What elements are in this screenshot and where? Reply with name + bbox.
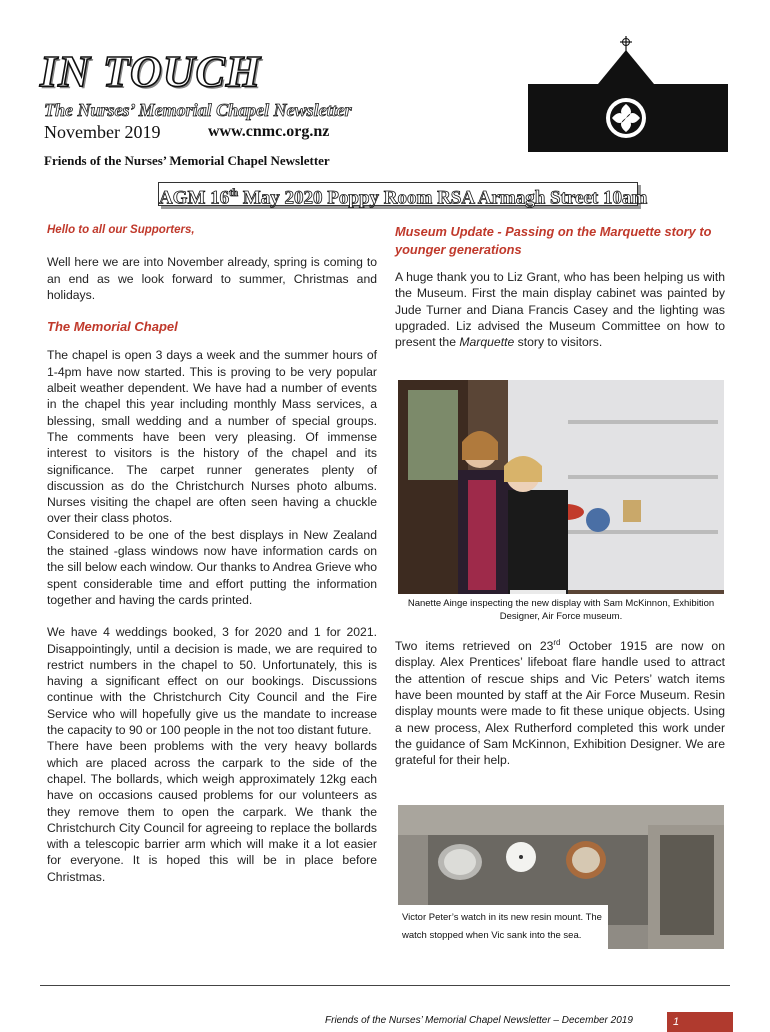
footer-divider bbox=[40, 985, 730, 986]
left-column bbox=[47, 222, 377, 885]
chapel-paragraph-1: The chapel is open 3 days a week and the summer hours of 1-4pm have now started. This is proving to be very popular albeit weather dependent. We have had a number of events in the chapel this year including monthly Mass services, a blessing, small wedding and a number of special groups. The comments have been very pleasing. Of immense interest to visitors is the history of the chapel and its significance. The carpet runner generates plenty of discussion as do the Christchurch Nurses photo albums. Nurses visiting the chapel are often seen having a chuckle over their class photos. bbox=[47, 348, 377, 526]
photo-caption-1: Nanette Ainge inspecting the new display with Sam McKinnon, Exhibition Designer, Air Force museum. bbox=[398, 594, 724, 628]
memorial-chapel-heading: The Memorial Chapel bbox=[47, 319, 178, 335]
chapel-paragraph-4: There have been problems with the very heavy bollards which are placed across the carpark to the side of the chapel. The bollards, which weigh approximately 12kg each have on occasions caused problems for our volunteers as they remove them to open the carpark. We thank the Christchurch City Council for agreeing to replace the bollards with a telescopic barrier arm which will make it a lot easier for everyone. It is hoped this will be in place before Christmas. bbox=[47, 739, 377, 884]
agm-text-sup: th bbox=[229, 188, 239, 199]
newsletter-subtitle: The Nurses’ Memorial Chapel Newsletter bbox=[44, 100, 352, 120]
agm-text-rest: May 2020 Poppy Room RSA Armagh Street 10am bbox=[238, 187, 648, 209]
intro-paragraph: Well here we are into November already, spring is coming to an end as we look forward to summer, Christmas and holidays. bbox=[47, 255, 377, 302]
museum-paragraph-2-b: October 1915 are now on display. Alex Prentices’ lifeboat flare handle used to attract the attention of rescue ships and Vic Peters’ watch items have been mounted by staff at the Air Force Museum. Resin display mounts were made to fit these unique objects. Using a new process, Alex Rutherford completed this work under the guidance of Sam McKinnon, Exhibition Designer. We are grateful for their help. bbox=[395, 639, 725, 768]
museum-paragraph-2-a: Two items retrieved on 23 bbox=[395, 639, 554, 654]
museum-paragraph-2 bbox=[395, 635, 725, 768]
marquette-emphasis: Marquette bbox=[459, 335, 515, 350]
agm-banner bbox=[158, 182, 648, 209]
friends-tagline: Friends of the Nurses’ Memorial Chapel Newsletter bbox=[44, 153, 330, 168]
greeting: Hello to all our Supporters, bbox=[47, 224, 195, 236]
museum-update-heading: Museum Update - Passing on the Marquette story to younger generations bbox=[395, 224, 712, 257]
museum-paragraph-1-b: story to visitors. bbox=[514, 335, 603, 350]
right-column bbox=[395, 223, 725, 350]
page-number: 1 bbox=[667, 1012, 733, 1032]
footer-text: Friends of the Nurses’ Memorial Chapel Newsletter – December 2019 bbox=[325, 1015, 633, 1026]
agm-text-prefix: AGM 16 bbox=[159, 187, 230, 209]
museum-display-photo bbox=[398, 380, 724, 628]
newsletter-title: IN TOUCH bbox=[40, 47, 262, 96]
museum-display-image bbox=[398, 380, 724, 628]
website-link[interactable]: www.cnmc.org.nz bbox=[208, 123, 330, 140]
chapel-logo-icon bbox=[528, 32, 728, 152]
right-column-lower bbox=[395, 635, 725, 768]
chapel-paragraph-3: We have 4 weddings booked, 3 for 2020 and 1 for 2021. Disappointingly, until a decision is made, we are required to restrict numbers in the chapel to 50. Unfortunately, this is having a significant effect on our bookings. Discussions continue with the Christchurch City Council and the Fire Service who will hopefully give us the mandate to increase the capacity to 90 or 100 people in the not too distant future. bbox=[47, 625, 377, 738]
photo-caption-2: Victor Peter’s watch in its new resin mount. The watch stopped when Vic sank into the sea. bbox=[402, 912, 602, 941]
museum-paragraph-1 bbox=[395, 269, 725, 350]
museum-paragraph-2-sup: rd bbox=[553, 638, 561, 647]
chapel-paragraph-2: Considered to be one of the best displays in New Zealand the stained -glass windows now have information cards on the sill below each window. Our thanks to Andrea Grieve who spent considerable time and effort putting the information together and having the cards printed. bbox=[47, 527, 377, 607]
issue-date: November 2019 bbox=[44, 122, 161, 142]
museum-paragraph-1-a: A huge thank you to Liz Grant, who has been helping us with the Museum. First the main display cabinet was painted by Jude Turner and Diana Francis Casey and the lighting was upgraded. Liz advised the Museum Committee on how to present the bbox=[395, 270, 725, 350]
watch-display-photo bbox=[398, 805, 724, 949]
